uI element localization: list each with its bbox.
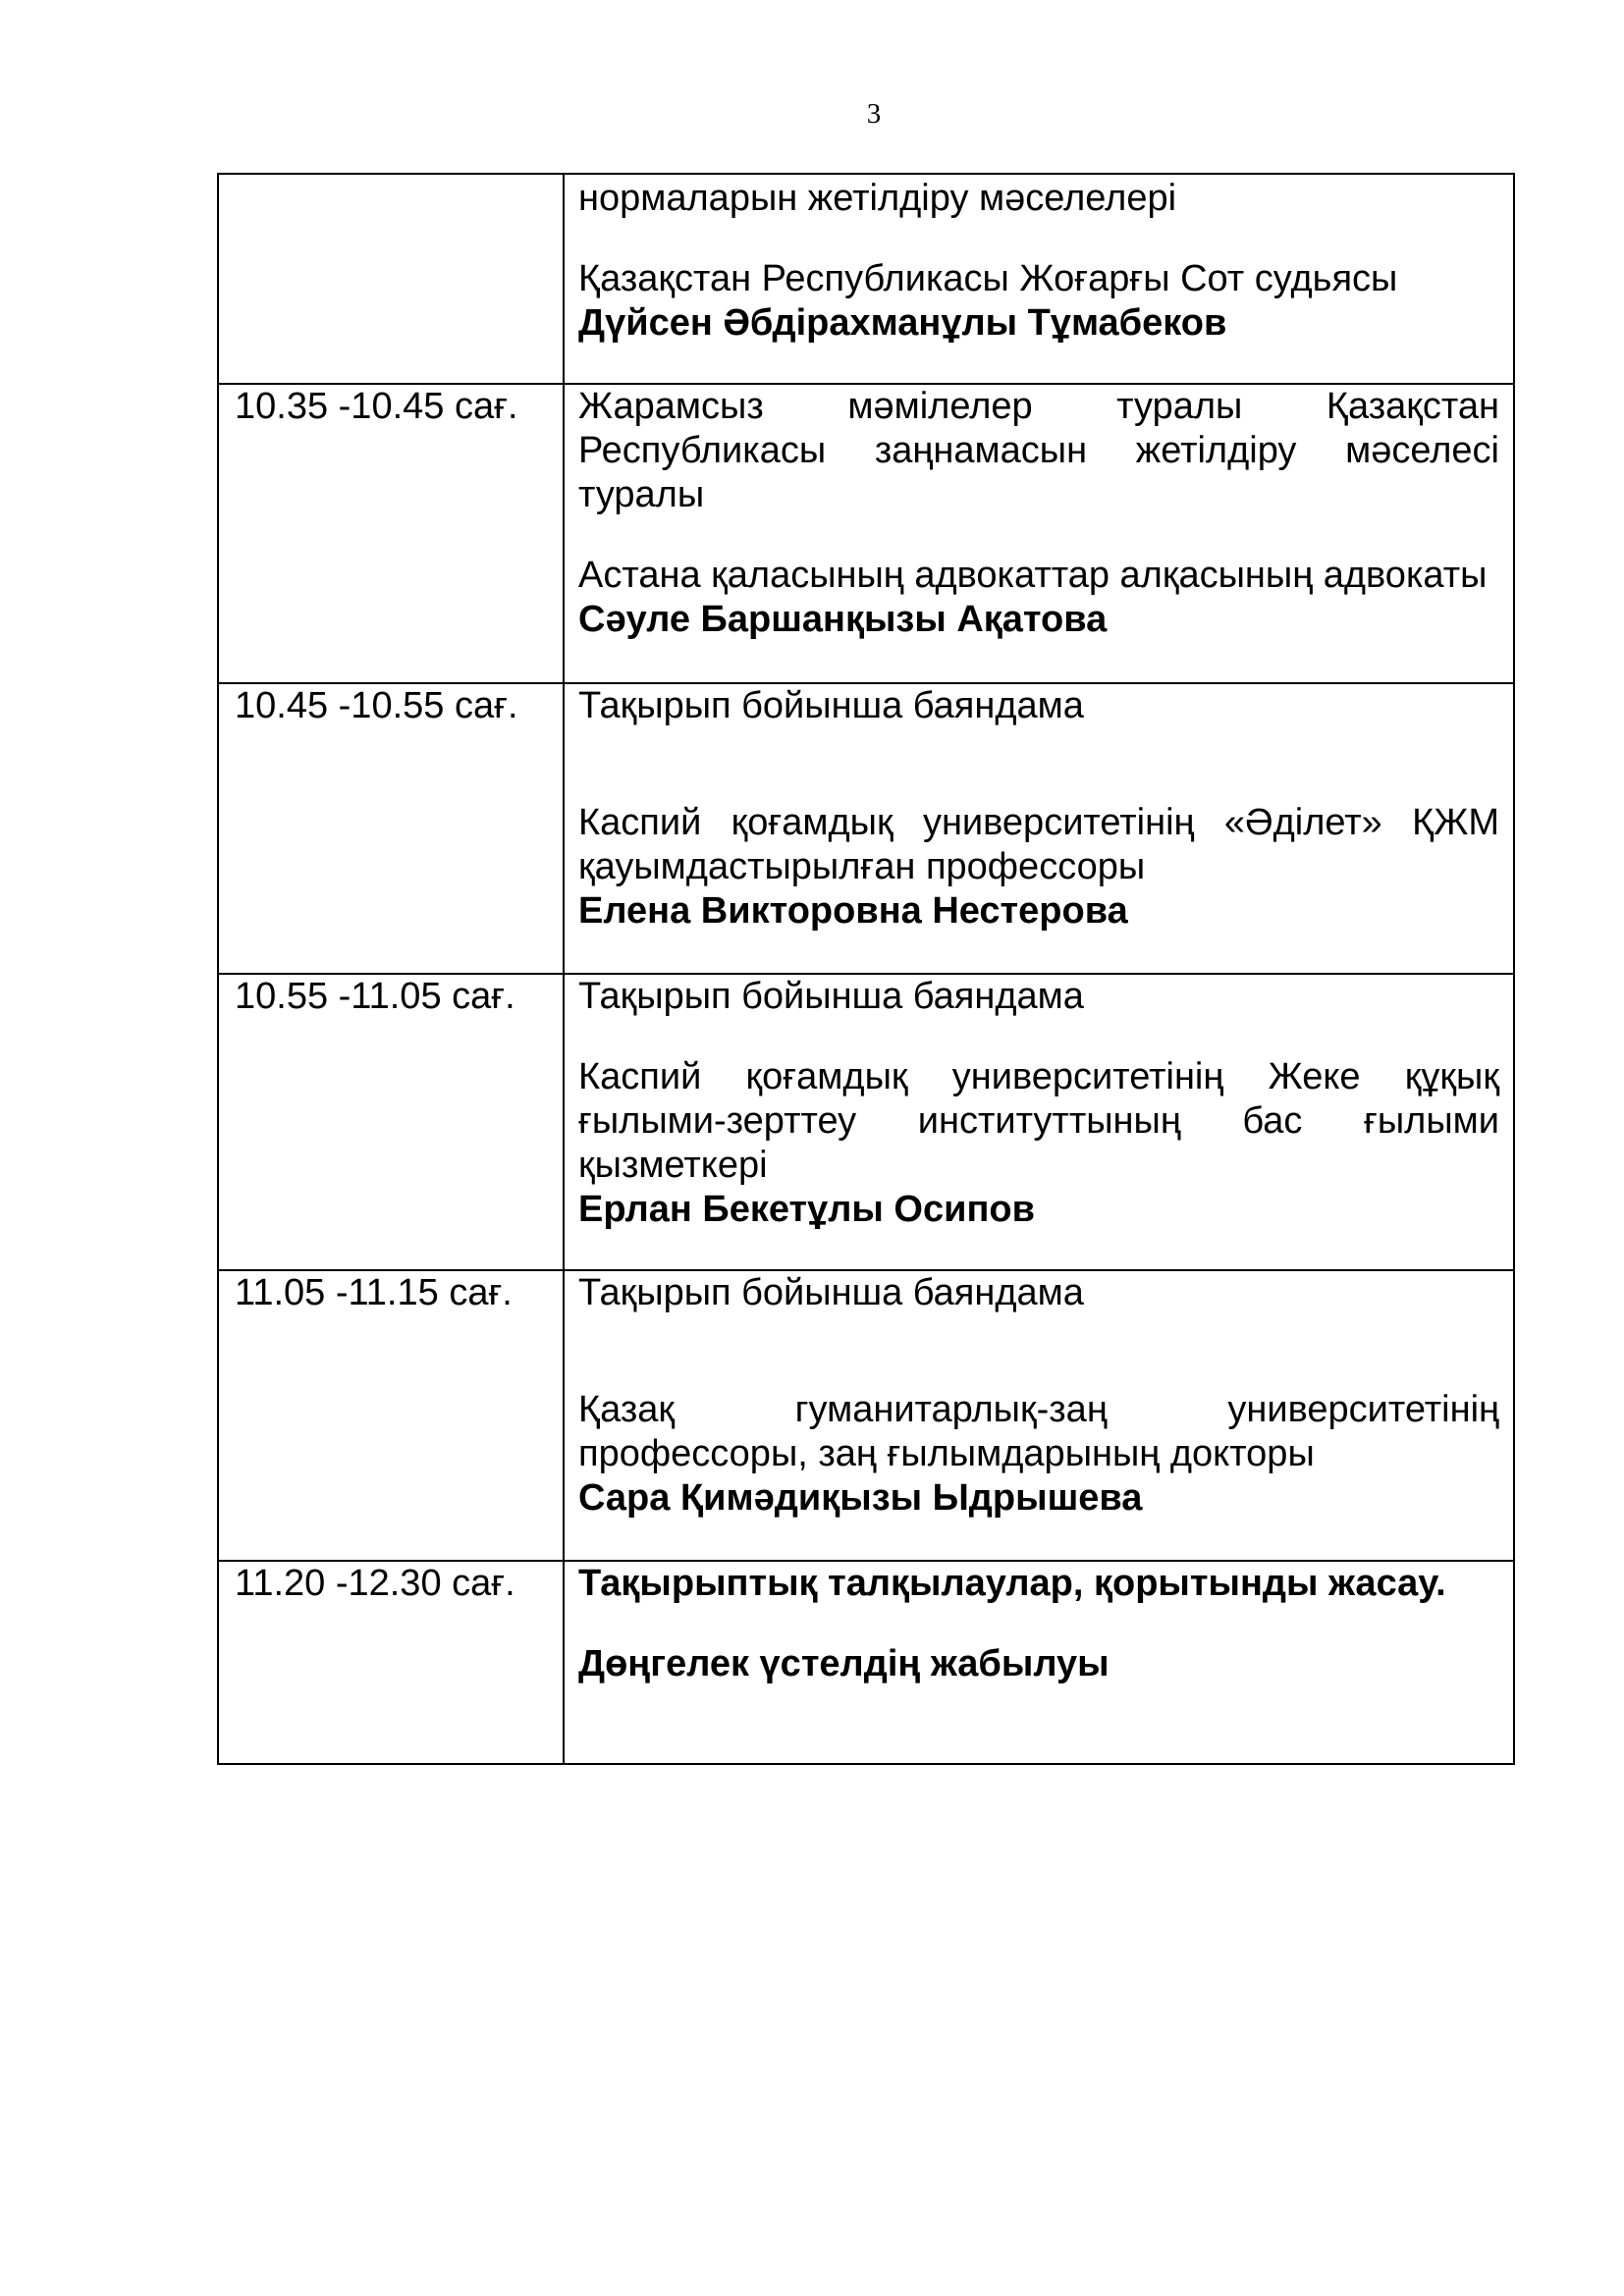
speaker-name: Сәуле Баршанқызы Ақатова	[578, 599, 1108, 640]
speaker-name: Елена Викторовна Нестерова	[578, 890, 1128, 932]
time-cell: 11.20 -12.30 сағ.	[218, 1561, 564, 1764]
time-cell	[218, 174, 564, 384]
topic-text: нормаларын жетілдіру мәселелері	[578, 178, 1177, 219]
table-row	[218, 1270, 1514, 1561]
topic-text: Тақырыптық талқылаулар, қорытынды жасау.	[578, 1563, 1446, 1604]
time-cell: 11.05 -11.15 сағ.	[218, 1270, 564, 1561]
time-cell: 10.55 -11.05 сағ.	[218, 974, 564, 1270]
speaker-position: Каспий қоғамдық университетінің «Әділет» ҚЖМ қауымдастырылған профессоры	[578, 802, 1499, 887]
speaker-position: Астана қаласының адвокаттар алқасының адвокаты	[578, 555, 1488, 596]
topic-text: Жарамсыз мәмілелер туралы Қазақстан Республикасы заңнамасын жетілдіру мәселесі туралы	[578, 386, 1499, 515]
speaker-position: Каспий қоғамдық университетінің Жеке құқық ғылыми-зерттеу институттының бас ғылыми қызметкері	[578, 1056, 1499, 1186]
page-number: 3	[866, 98, 882, 130]
content-cell	[564, 974, 1514, 1270]
speaker-position: Қазақстан Республикасы Жоғарғы Сот судьясы	[578, 258, 1398, 299]
content-cell	[564, 1270, 1514, 1561]
table-row	[218, 974, 1514, 1270]
table-row	[218, 683, 1514, 974]
topic-text: Тақырып бойынша баяндама	[578, 685, 1084, 726]
time-cell: 10.35 -10.45 сағ.	[218, 384, 564, 683]
table-row	[218, 174, 1514, 384]
speaker-name: Сара Қимәдиқызы Ыдрышева	[578, 1477, 1143, 1519]
content-cell	[564, 683, 1514, 974]
topic-text: Тақырып бойынша баяндама	[578, 976, 1084, 1017]
time-cell: 10.45 -10.55 сағ.	[218, 683, 564, 974]
closing-text: Дөңгелек үстелдің жабылуы	[578, 1643, 1110, 1684]
table-row	[218, 1561, 1514, 1764]
agenda-table	[217, 173, 1515, 1765]
topic-text: Тақырып бойынша баяндама	[578, 1272, 1084, 1313]
speaker-name: Ерлан Бекетұлы Осипов	[578, 1189, 1035, 1230]
content-cell	[564, 384, 1514, 683]
speaker-name: Дүйсен Әбдірахманұлы Тұмабеков	[578, 302, 1227, 344]
table-row	[218, 384, 1514, 683]
speaker-position: Қазақ гуманитарлық-заң университетінің профессоры, заң ғылымдарының докторы	[578, 1389, 1499, 1474]
content-cell	[564, 174, 1514, 384]
content-cell	[564, 1561, 1514, 1764]
